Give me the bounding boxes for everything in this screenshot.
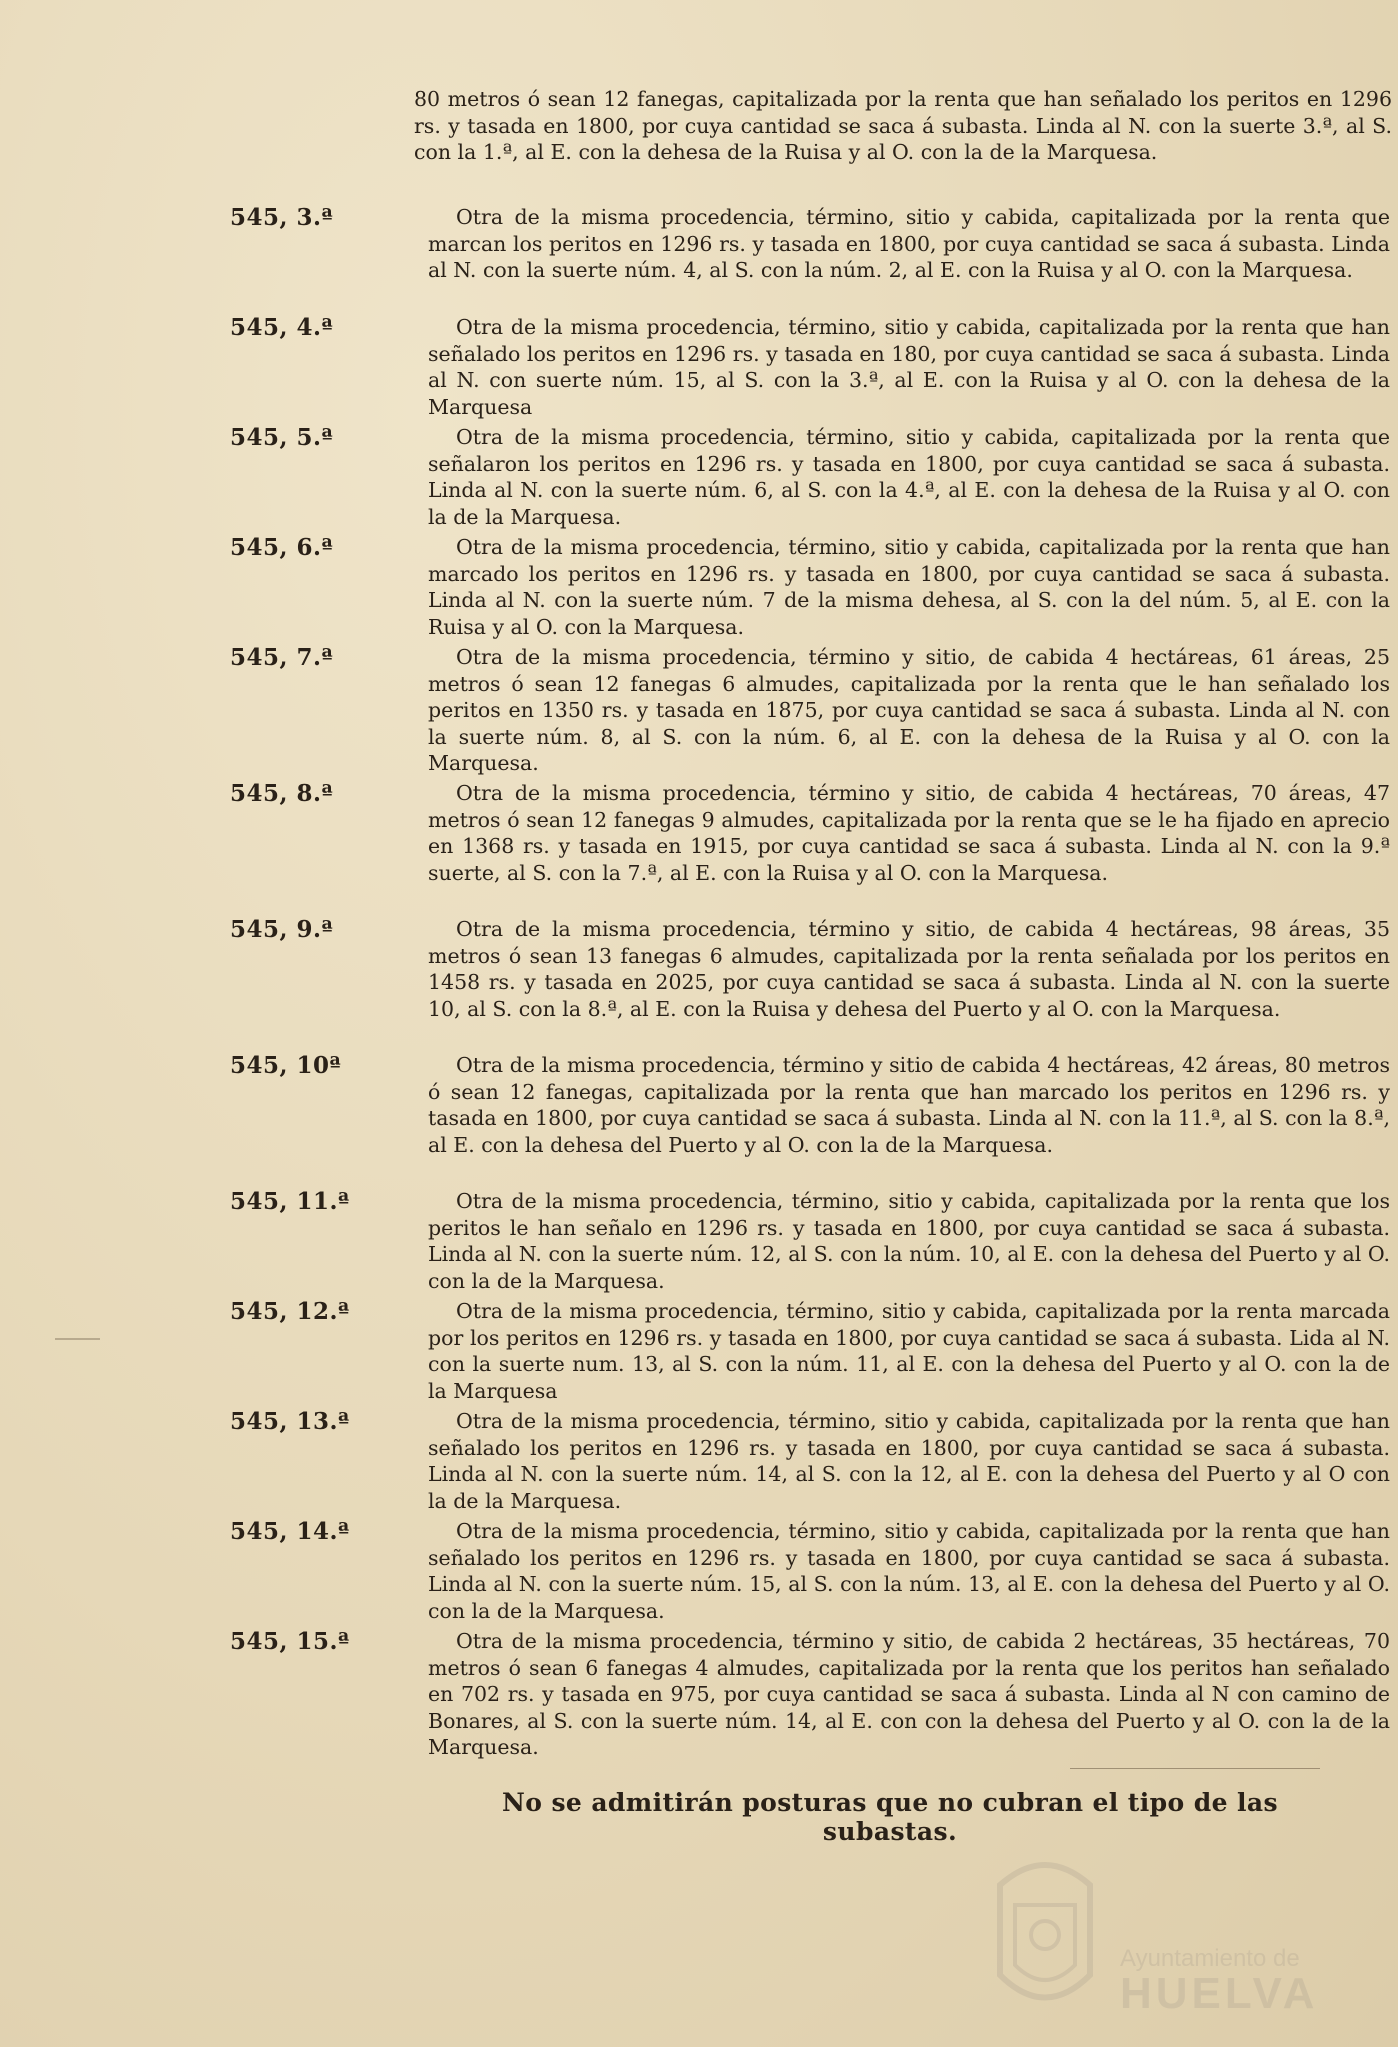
lot-description: Otra de la misma procedencia, término y sitio de cabida 4 hectáreas, 42 áreas, 80 metros ó sean 12 fanegas, capitalizada por la renta que han marcado los peritos en 1296 rs. y tasada en 1800, por cuya cantidad se saca á subasta. Linda al N. con la 11.ª, al S. con la 8.ª, al E. con la dehesa del Puerto y al O. con la de la Marquesa.	[428, 1053, 1390, 1157]
lot-number: 545, 5.ª	[230, 424, 334, 451]
lot-description: Otra de la misma procedencia, término, sitio y cabida, capitalizada por la renta que han señalado los peritos en 1296 rs. y tasada en 1800, por cuya cantidad se saca á subasta. Linda al N. con la suerte núm. 15, al S. con la núm. 13, al E. con la dehesa del Puerto y al O. con la de la Marquesa.	[428, 1519, 1390, 1623]
lot-description: Otra de la misma procedencia, término, sitio y cabida, capitalizada por la renta que marcan los peritos en 1296 rs. y tasada en 1800, por cuya cantidad se saca á subasta. Linda al N. con la suerte núm. 4, al S. con la núm. 2, al E. con la Ruisa y al O. con la Marquesa.	[428, 205, 1390, 282]
continuation-paragraph: 80 metros ó sean 12 fanegas, capitalizada por la renta que han señalado los peritos en 1296 rs. y tasada en 1800, por cuya cantidad se saca á subasta. Linda al N. con la suerte 3.ª, al S. con la 1.ª, al E. con la dehesa de la Ruisa y al O. con la de la Marquesa.	[414, 87, 1392, 164]
lot-description: Otra de la misma procedencia, término y sitio, de cabida 4 hectáreas, 98 áreas, 35 metros ó sean 13 fanegas 6 almudes, capitalizada por la renta señalada por los peritos en 1458 rs. y tasada en 2025, por cuya cantidad se saca á subasta. Linda al N. con la suerte 10, al S. con la 8.ª, al E. con la Ruisa y dehesa del Puerto y al O. con la Marquesa.	[428, 917, 1390, 1021]
lot-description: Otra de la misma procedencia, término, sitio y cabida, capitalizada por la renta que han señalado los peritos en 1296 rs. y tasada en 1800, por cuya cantidad se saca á subasta. Linda al N. con la suerte núm. 14, al S. con la 12, al E. con la dehesa del Puerto y al O con la de la Marquesa.	[428, 1409, 1390, 1513]
separator-rule	[1070, 1768, 1320, 1769]
lot-number: 545, 13.ª	[230, 1408, 350, 1435]
lot-number: 545, 9.ª	[230, 916, 334, 943]
margin-mark	[55, 1338, 100, 1340]
lot-number: 545, 7.ª	[230, 644, 334, 671]
lot-description: Otra de la misma procedencia, término, sitio y cabida, capitalizada por la renta que señalaron los peritos en 1296 rs. y tasada en 1800, por cuya cantidad se saca á subasta. Linda al N. con la suerte núm. 6, al S. con la 4.ª, al E. con la dehesa de la Ruisa y al O. con la de la Marquesa.	[428, 425, 1390, 529]
lot-description: Otra de la misma procedencia, término, sitio y cabida, capitalizada por la renta marcada por los peritos en 1296 rs. y tasada en 1800, por cuya cantidad se saca á subasta. Lida al N. con la suerte num. 13, al S. con la núm. 11, al E. con la dehesa del Puerto y al O. con la de la Marquesa	[428, 1299, 1390, 1403]
lot-number: 545, 11.ª	[230, 1188, 350, 1215]
lot-description: Otra de la misma procedencia, término, sitio y cabida, capitalizada por la renta que han marcado los peritos en 1296 rs. y tasada en 1800, por cuya cantidad se saca á subasta. Linda al N. con la suerte núm. 7 de la misma dehesa, al S. con la del núm. 5, al E. con la Ruisa y al O. con la Marquesa.	[428, 535, 1390, 639]
lot-number: 545, 14.ª	[230, 1518, 350, 1545]
watermark-text-line1: Ayuntamiento de	[1120, 1945, 1300, 1972]
lot-description: Otra de la misma procedencia, término y sitio, de cabida 4 hectáreas, 61 áreas, 25 metros ó sean 12 fanegas 6 almudes, capitalizada por la renta que le han señalado los peritos en 1350 rs. y tasada en 1875, por cuya cantidad se saca á subasta. Linda al N. con la suerte núm. 8, al S. con la núm. 6, al E. con la dehesa de la Ruisa y al O. con la Marquesa.	[428, 645, 1390, 775]
lot-number: 545, 8.ª	[230, 780, 334, 807]
lot-number: 545, 4.ª	[230, 314, 334, 341]
closing-note: No se admitirán posturas que no cubran el tipo de las subastas.	[502, 1788, 1278, 1846]
lot-number: 545, 6.ª	[230, 534, 334, 561]
lot-description: Otra de la misma procedencia, término, sitio y cabida, capitalizada por la renta que han señalado los peritos en 1296 rs. y tasada en 180, por cuya cantidad se saca á subasta. Linda al N. con suerte núm. 15, al S. con la 3.ª, al E. con la Ruisa y al O. con la dehesa de la Marquesa	[428, 315, 1390, 419]
lot-number: 545, 10ª	[230, 1052, 342, 1079]
lot-number: 545, 15.ª	[230, 1628, 350, 1655]
crest-icon	[980, 1845, 1110, 2025]
lot-description: Otra de la misma procedencia, término y sitio, de cabida 2 hectáreas, 35 hectáreas, 70 metros ó sean 6 fanegas 4 almudes, capitalizada por la renta que los peritos han señalado en 702 rs. y tasada en 975, por cuya cantidad se saca á subasta. Linda al N con camino de Bonares, al S. con la suerte núm. 14, al E. con con la dehesa del Puerto y al O. con la de la Marquesa.	[428, 1629, 1390, 1759]
lot-number: 545, 12.ª	[230, 1298, 350, 1325]
watermark-stamp	[980, 1845, 1340, 2035]
lot-description: Otra de la misma procedencia, término, sitio y cabida, capitalizada por la renta que los peritos le han señalo en 1296 rs. y tasada en 1800, por cuya cantidad se saca á subasta. Linda al N. con la suerte núm. 12, al S. con la núm. 10, al E. con la dehesa del Puerto y al O. con la de la Marquesa.	[428, 1189, 1390, 1293]
lot-number: 545, 3.ª	[230, 204, 334, 231]
watermark-text-line2: HUELVA	[1120, 1969, 1319, 2018]
lot-description: Otra de la misma procedencia, término y sitio, de cabida 4 hectáreas, 70 áreas, 47 metros ó sean 12 fanegas 9 almudes, capitalizada por la renta que se le ha fijado en aprecio en 1368 rs. y tasada en 1915, por cuya cantidad se saca á subasta. Linda al N. con la 9.ª suerte, al S. con la 7.ª, al E. con la Ruisa y al O. con la Marquesa.	[428, 781, 1390, 885]
